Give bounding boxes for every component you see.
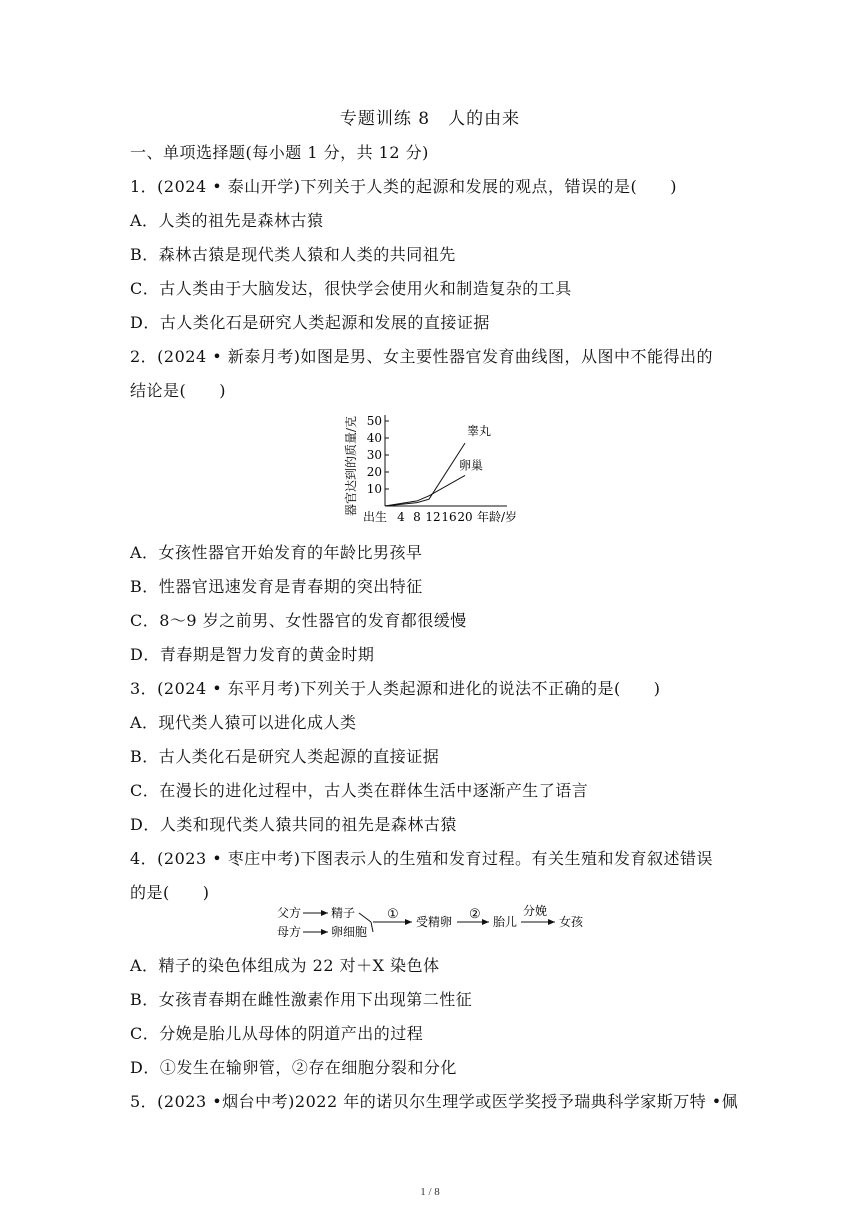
question-3-option-a: A．现代类人猿可以进化成人类 [130, 713, 357, 732]
question-5-stem: 5．(2023 •烟台中考)2022 年的诺贝尔生理学或医学奖授予瑞典科学家斯万特 •佩 [130, 1092, 739, 1111]
question-1-option-b: B．森林古猿是现代类人猿和人类的共同祖先 [130, 245, 456, 264]
y-tick-label: 40 [366, 431, 382, 445]
question-3-stem: 3．(2024 • 东平月考)下列关于人类起源和进化的说法不正确的是( ) [130, 679, 661, 698]
flow-fetus: 胎儿 [493, 915, 518, 929]
series-label: 睾丸 [467, 424, 492, 439]
x-axis-label: 年龄/岁 [477, 510, 518, 524]
question-1-option-c: C．古人类由于大脑发达，很快学会使用火和制造复杂的工具 [130, 279, 572, 298]
series-line [385, 443, 465, 506]
y-axis-label: 器官达到的质量/克 [344, 415, 358, 516]
y-tick-label: 10 [366, 482, 382, 496]
question-1-stem: 1．(2024 • 泰山开学)下列关于人类的起源和发展的观点，错误的是( ) [130, 177, 677, 196]
y-tick-label: 20 [366, 465, 382, 479]
question-1-option-a: A．人类的祖先是森林古猿 [130, 211, 324, 230]
question-2-option-d: D．青春期是智力发育的黄金时期 [130, 645, 375, 664]
question-3-option-d: D．人类和现代类人猿共同的祖先是森林古猿 [130, 815, 457, 834]
question-4-option-a: A．精子的染色体组成为 22 对＋X 染色体 [130, 956, 440, 975]
question-3-option-c: C．在漫长的进化过程中，古人类在群体生活中逐渐产生了语言 [130, 781, 589, 800]
question-2-option-c: C．8～9 岁之前男、女性器官的发育都很缓慢 [130, 611, 467, 630]
series-line [385, 475, 465, 506]
section-heading: 一、单项选择题(每小题 1 分，共 12 分) [130, 143, 429, 162]
flow-father: 父方 [277, 906, 302, 920]
question-4-option-b: B．女孩青春期在雌性激素作用下出现第二性征 [130, 990, 473, 1009]
question-4-option-c: C．分娩是胎儿从母体的阴道产出的过程 [130, 1024, 424, 1043]
x-tick-label: 出生 [363, 510, 388, 524]
question-1-option-d: D．古人类化石是研究人类起源和发展的直接证据 [130, 313, 490, 332]
question-3-option-b: B．古人类化石是研究人类起源的直接证据 [130, 747, 440, 766]
flow-step-1: ① [387, 907, 399, 922]
y-tick-label: 30 [366, 448, 382, 462]
x-tick-label: 12 [425, 510, 441, 524]
flow-zygote: 受精卵 [416, 915, 453, 929]
x-tick-label: 8 [413, 510, 421, 524]
x-tick-label: 16 [441, 510, 457, 524]
x-tick-label: 4 [397, 510, 405, 524]
flow-birth: 分娩 [523, 904, 548, 918]
question-4-stem-line1: 4．(2023 • 枣庄中考)下图表示人的生殖和发育过程。有关生殖和发育叙述错误 [130, 849, 713, 868]
question-2-stem-line1: 2．(2024 • 新泰月考)如图是男、女主要性器官发育曲线图，从图中不能得出的 [130, 347, 713, 366]
question-2-stem-line2: 结论是( ) [130, 381, 226, 400]
question-2-option-b: B．性器官迅速发育是青春期的突出特征 [130, 577, 423, 596]
y-tick-label: 50 [366, 414, 382, 428]
question-4-option-d: D．①发生在输卵管，②存在细胞分裂和分化 [130, 1058, 457, 1077]
x-tick-label: 20 [457, 510, 473, 524]
question-2-option-a: A．女孩性器官开始发育的年龄比男孩早 [130, 543, 423, 562]
page-number: 1 / 8 [420, 1186, 440, 1198]
flow-sperm: 精子 [331, 906, 356, 920]
question-4-stem-line2: 的是( ) [130, 883, 210, 902]
flow-girl: 女孩 [559, 915, 584, 929]
flow-egg: 卵细胞 [331, 925, 368, 939]
page-title: 专题训练 8 人的由来 [339, 109, 521, 129]
flow-mother: 母方 [277, 925, 302, 939]
organ-growth-chart [335, 403, 518, 528]
reproduction-flow-diagram [275, 903, 595, 943]
series-label: 卵巢 [459, 458, 484, 473]
flow-step-2: ② [469, 907, 481, 922]
